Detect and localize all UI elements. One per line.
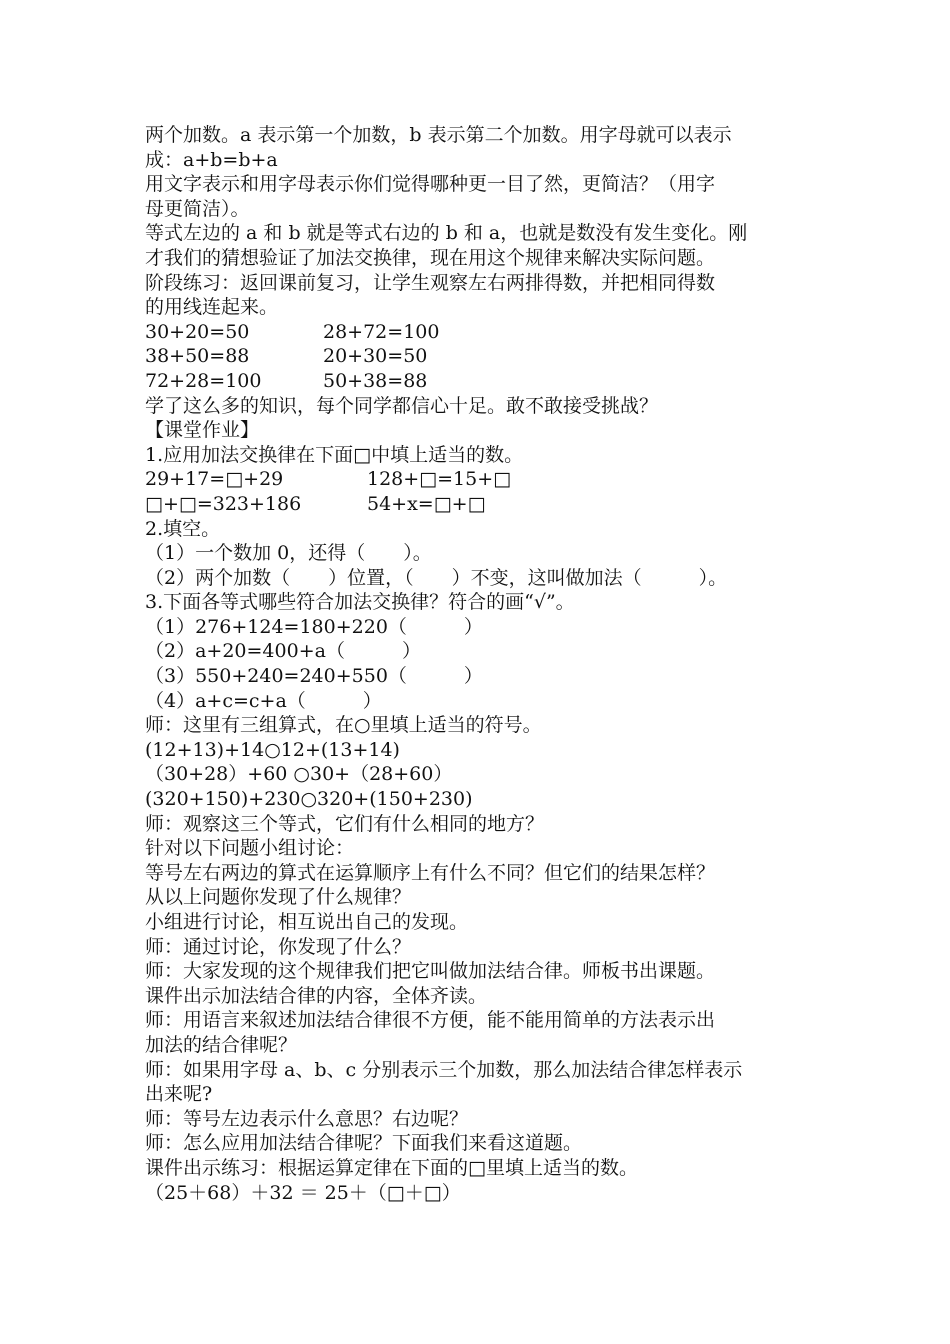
text-line: 师：怎么应用加法结合律呢？下面我们来看这道题。: [145, 1132, 583, 1155]
equation-right: 28+72=100: [323, 320, 440, 343]
equation-left: 38+50=88: [145, 345, 250, 368]
equation-row: [145, 467, 815, 492]
document-page: [145, 123, 815, 1205]
equation-right: 20+30=50: [323, 345, 428, 368]
text-line: 师：如果用字母 a、b、c 分别表示三个加数，那么加法结合律怎样表示: [145, 1058, 743, 1081]
text-line: 师：等号左边表示什么意思？右边呢？: [145, 1107, 469, 1130]
text-line: 师：通过讨论，你发现了什么？: [145, 935, 412, 958]
equation-left: □+□=323+186: [145, 492, 302, 515]
text-line: 师：观察这三个等式，它们有什么相同的地方？: [145, 812, 545, 835]
text-line: 等号左右两边的算式在运算顺序上有什么不同？但它们的结果怎样？: [145, 861, 716, 884]
text-line: 师：用语言来叙述加法结合律很不方便，能不能用简单的方法表示出: [145, 1009, 716, 1032]
text-line: 出来呢?: [145, 1083, 213, 1106]
text-line: 3.下面各等式哪些符合加法交换律？符合的画“√”。: [145, 591, 575, 614]
text-block-c: [145, 517, 815, 1206]
equation-row: [145, 320, 815, 345]
text-line: 针对以下问题小组讨论：: [145, 837, 355, 860]
text-block-b: [145, 394, 815, 468]
text-line: 两个加数。a 表示第一个加数，b 表示第二个加数。用字母就可以表示: [145, 124, 732, 146]
equation-right: 54+x=□+□: [367, 492, 486, 515]
text-line: （1）276+124=180+220（ ）: [145, 615, 483, 638]
equation-row: [145, 492, 815, 517]
text-line: （3）550+240=240+550（ ）: [145, 665, 483, 688]
text-line: （2）a+20=400+a（ ）: [145, 640, 421, 663]
text-line: 学了这么多的知识，每个同学都信心十足。敢不敢接受挑战？: [145, 394, 659, 417]
text-line: 等式左边的 a 和 b 就是等式右边的 b 和 a，也就是数没有发生变化。刚: [145, 222, 748, 245]
text-line: （2）两个加数（ ）位置，（ ）不变，这叫做加法（ ）。: [145, 566, 728, 589]
text-line: 师：这里有三组算式，在○里填上适当的符号。: [145, 714, 542, 737]
text-line: 的用线连起来。: [145, 296, 279, 319]
text-line: (12+13)+14○12+(13+14): [145, 738, 400, 761]
text-line: 成：a+b=b+a: [145, 148, 278, 171]
text-line: 用文字表示和用字母表示你们觉得哪种更一目了然，更简洁？（用字: [145, 173, 716, 196]
text-line: 阶段练习：返回课前复习，让学生观察左右两排得数，并把相同得数: [145, 271, 716, 294]
equation-row: [145, 344, 815, 369]
text-line: 课件出示加法结合律的内容，全体齐读。: [145, 984, 488, 1007]
text-block-a: [145, 123, 815, 320]
text-line: （30+28）+60 ○30+（28+60）: [145, 763, 453, 786]
equation-right: 50+38=88: [323, 369, 428, 392]
text-line: 小组进行讨论，相互说出自己的发现。: [145, 911, 469, 933]
text-line: 从以上问题你发现了什么规律？: [145, 886, 412, 909]
text-line: (320+150)+230○320+(150+230): [145, 788, 473, 811]
text-line: 才我们的猜想验证了加法交换律，现在用这个规律来解决实际问题。: [145, 246, 716, 269]
text-line: 1.应用加法交换律在下面□中填上适当的数。: [145, 443, 524, 466]
text-line: 师：大家发现的这个规律我们把它叫做加法结合律。师板书出课题。: [145, 960, 716, 983]
text-line: （4）a+c=c+a（ ）: [145, 689, 382, 712]
equation-pairs-a: [145, 320, 815, 394]
equation-left: 30+20=50: [145, 320, 250, 343]
equation-row: [145, 369, 815, 394]
text-line: 课件出示练习：根据运算定律在下面的□里填上适当的数。: [145, 1156, 638, 1179]
equation-right: 128+□=15+□: [367, 468, 512, 491]
text-line: （25＋68）＋32 ＝ 25＋（□＋□）: [145, 1181, 461, 1204]
equation-left: 72+28=100: [145, 369, 262, 392]
text-line: （1）一个数加 0，还得（ ）。: [145, 542, 432, 565]
text-line: 母更简洁）。: [145, 197, 250, 220]
section-heading: 【课堂作业】: [145, 419, 260, 442]
text-line: 2.填空。: [145, 517, 221, 540]
equation-left: 29+17=□+29: [145, 468, 284, 491]
equation-pairs-b: [145, 467, 815, 516]
text-line: 加法的结合律呢？: [145, 1033, 298, 1056]
